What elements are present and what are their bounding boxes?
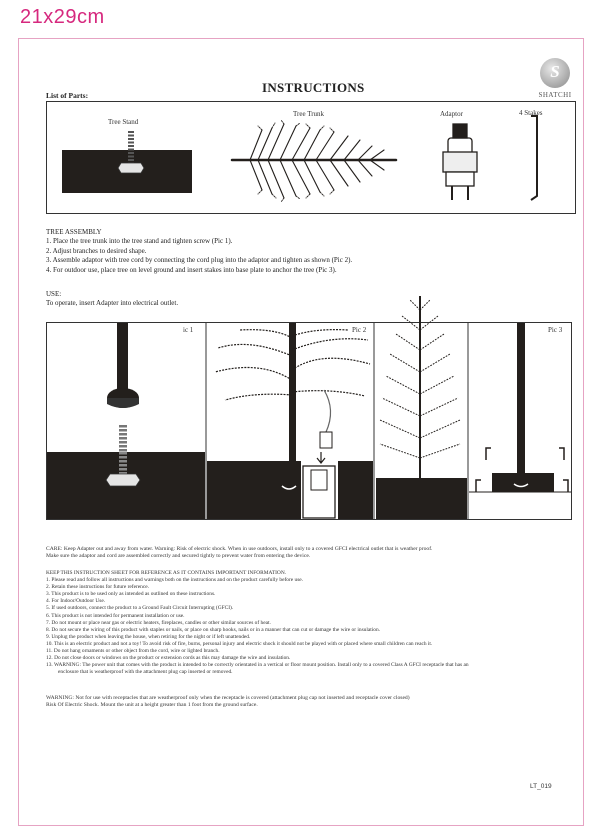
keep-item: enclosure that is weatherproof with the attachment plug cap inserted or removed.: [58, 669, 233, 676]
assembly-heading: TREE ASSEMBLY: [46, 228, 102, 236]
page-title: INSTRUCTIONS: [262, 80, 365, 95]
keep-item: 13. WARNING: The power unit that comes with the product is intended to be correctly orientated in a vertical or floor mount position. Install only to a covered Class A GFCI receptacle that has an: [46, 662, 469, 669]
part-label-adaptor: Adaptor: [440, 110, 463, 118]
keep-item: 12. Do not close doors or windows on the product or extension cords as this may damage the wire and insulation.: [46, 655, 291, 662]
assembly-step: 1. Place the tree trunk into the tree stand and tighten screw (Pic 1).: [46, 237, 233, 246]
assembly-step: 2. Adjust branches to desired shape.: [46, 246, 147, 255]
keep-item: 5. If used outdoors, connect the product to a Ground Fault Circuit Interrupting (GFCI).: [46, 605, 234, 612]
keep-item: 6. This product is not intended for permanent installation or use.: [46, 612, 185, 619]
keep-item: 3. This product is to be used only as intended as outlined on these instructions.: [46, 591, 216, 598]
part-label-stand: Tree Stand: [108, 118, 139, 126]
keep-section: [46, 570, 576, 676]
size-label: 21x29cm: [20, 6, 105, 28]
care-line: CARE: Keep Adapter out and away from water. Warning: Risk of electric shock. When in use outdoors, install only to a covered GFCI electrical outlet that is weather proof.: [46, 546, 433, 552]
keep-item: 7. Do not mount or place near gas or electric heaters, fireplaces, candles or other similar sources of heat.: [46, 619, 271, 626]
keep-item: 1. Please read and follow all instructions and warnings both on the instructions and on the product carefully before use.: [46, 577, 304, 584]
keep-item: 10. This is an electric product and not a toy! To avoid risk of fire, burns, personal injury and electric shock it should not be played with or placed where small children can reach it.: [46, 640, 433, 647]
pic1-label: ic 1: [183, 326, 194, 334]
usage-text: To operate, insert Adapter into electrical outlet.: [46, 299, 179, 308]
keep-item: 11. Do not hang ornaments or other object from the cord, wire or lighted branch.: [46, 648, 220, 655]
part-label-stakes: 4 Stakes: [519, 109, 543, 117]
logo-emblem-icon: S: [540, 58, 570, 88]
keep-item: 2. Retain these instructions for future reference.: [46, 584, 149, 591]
brand-name: SHATCHI: [538, 91, 572, 99]
pic1-illustration: [47, 323, 205, 519]
warning-line: WARNING: Not for use with receptacles that are weatherproof only when the receptacle is covered (attachment plug cap not inserted and receptacle cover closed): [46, 695, 410, 701]
warning-line: Risk Of Electric Shock. Mount the unit at a height greater than 1 foot from the ground surface.: [46, 702, 258, 709]
pic3-label: Pic 3: [548, 326, 563, 334]
assembly-step: 3. Assemble adaptor with tree cord by connecting the cord plug into the adaptor and tighten as shown (Pic 2).: [46, 256, 353, 265]
keep-item: 4. For Indoor/Outdoor Use.: [46, 598, 106, 605]
pic2-illustration: [207, 323, 373, 519]
keep-item: 8. Do not secure the wiring of this product with staples or nails, or place on sharp hooks, nails or in a manner that can cut or damage the wire or insulation.: [46, 626, 380, 633]
parts-heading: List of Parts:: [46, 91, 89, 100]
part-label-trunk: Tree Trunk: [293, 110, 325, 118]
care-line: Make sure the adaptor and cord are assembled correctly and secured tightly to prevent water from entering the device.: [46, 553, 311, 560]
usage-heading: USE:: [46, 290, 62, 298]
pic2-label: Pic 2: [352, 326, 367, 334]
product-code: LT_019: [530, 783, 552, 790]
pic2-tree-illustration: [376, 296, 467, 519]
pic3-illustration: [469, 323, 571, 492]
warning-section: [46, 695, 576, 710]
keep-item: 9. Unplug the product when leaving the house, when retiring for the night or if left unattended.: [46, 633, 251, 640]
assembly-step: 4. For outdoor use, place tree on level ground and insert stakes into base plate to anchor the tree (Pic 3).: [46, 265, 337, 274]
care-section: [46, 546, 576, 561]
keep-heading: KEEP THIS INSTRUCTION SHEET FOR REFERENCE AS IT CONTAINS IMPORTANT INFORMATION.: [46, 570, 287, 576]
